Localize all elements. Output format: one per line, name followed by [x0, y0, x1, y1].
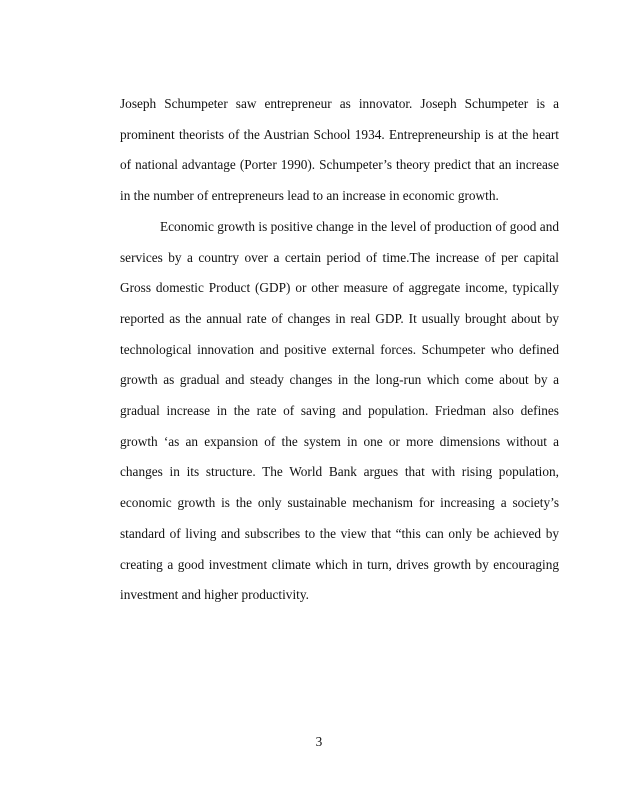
body-text — [120, 89, 559, 611]
page-number: 3 — [315, 734, 323, 749]
paragraph-economic-growth: Economic growth is positive change in the level of production of good and services by a country over a certain period of time.The increase of per capital Gross domestic Product (GDP) or other measure of aggregate income, typically reported as the annual rate of changes in real GDP. It usually brought about by technological innovation and positive external forces. Schumpeter who defined growth as gradual and steady changes in the long-run which come about by a gradual increase in the rate of saving and population. Friedman also defines growth ‘as an expansion of the system in one or more dimensions without a changes in its structure. The World Bank argues that with rising population, economic growth is the only sustainable mechanism for increasing a society’s standard of living and subscribes to the view that “this can only be achieved by creating a good investment climate which in turn, drives growth by encouraging investment and higher productivity. — [120, 218, 559, 603]
paragraph-entrepreneurship: Joseph Schumpeter saw entrepreneur as innovator. Joseph Schumpeter is a prominent theorists of the Austrian School 1934. Entrepreneurship is at the heart of national advantage (Porter 1990). Schumpeter’s theory predict that an increase in the number of entrepreneurs lead to an increase in economic growth. — [120, 96, 559, 204]
